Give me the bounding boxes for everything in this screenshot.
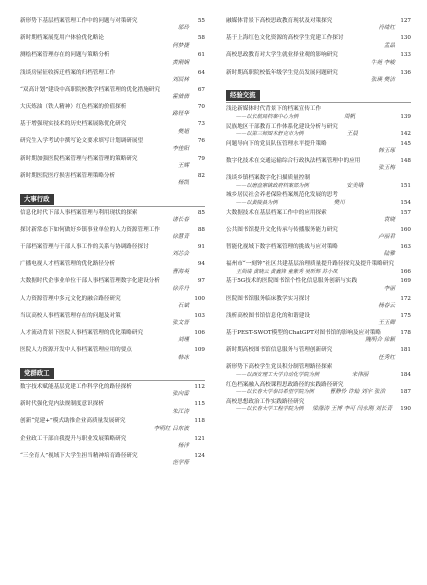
toc-entry-line (20, 52, 205, 59)
toc-entry[interactable] (20, 104, 205, 119)
article-author: 樊川 (333, 199, 345, 206)
article-title: 数字技术赋能基层党建工作科学化的路径探析 (20, 384, 132, 391)
toc-entry[interactable] (20, 173, 205, 188)
article-title: 研究生入学考试中撰写论文要求填写计划调研展望 (20, 138, 144, 145)
toc-entry-line (226, 70, 411, 77)
page-number: 64 (197, 69, 205, 76)
page-number: 100 (194, 295, 205, 302)
toc-entry-line (20, 436, 205, 443)
toc-entry-subline (226, 406, 411, 413)
page-number: 112 (194, 384, 205, 391)
toc-entry-line (20, 347, 205, 354)
toc-entry[interactable] (20, 138, 205, 153)
article-title: 新时期医院医疗损害档案管理策略分析 (20, 172, 116, 179)
page-number: 136 (400, 69, 411, 76)
toc-entry[interactable] (20, 330, 205, 345)
article-author: 范学帮 (172, 460, 189, 467)
article-author: 周帆 (344, 113, 356, 120)
article-title: 公共图书馆提升文化传承与传播服务能力研究 (226, 226, 338, 233)
page-number: 55 (197, 18, 205, 24)
article-author: 王玉卿 (378, 320, 395, 327)
toc-entry-line (20, 35, 205, 42)
toc-entry[interactable] (20, 87, 205, 102)
toc-entry-line (20, 296, 205, 303)
article-author: 石斌 (177, 303, 189, 310)
toc-entry[interactable] (20, 347, 205, 362)
page-number: 61 (197, 52, 205, 59)
article-title: 新时期高职院校低年级学生党员发展问题研究 (226, 69, 338, 76)
toc-entry[interactable] (226, 296, 411, 311)
toc-entry[interactable] (226, 52, 411, 67)
article-author: 卢丽君 (378, 234, 395, 241)
article-title: 大数据技术在基层档案工作中的应用探索 (226, 209, 327, 216)
article-subtitle: ——以长春大学工程学院为例 (236, 406, 304, 413)
toc-entry-line (20, 418, 205, 425)
article-author: 梁涤涛 王博 李可 闫永刚 刘长青 (312, 406, 393, 413)
article-author: 霍倩倩 (172, 94, 189, 101)
article-author: 张文晋 (172, 320, 189, 327)
left-column (20, 18, 205, 470)
toc-entry-line (226, 278, 411, 285)
article-author: 张向雷 (172, 391, 189, 398)
article-title: 高校思政教育对大学生就业择业观的影响研究 (226, 52, 338, 59)
article-subtitle: ——以长航局档案中心为例 (236, 113, 299, 120)
toc-entry-line (20, 156, 205, 163)
page-number: 76 (197, 138, 205, 145)
article-title: 干部档案管理与干部人事工作的关系与协调路径探讨 (20, 244, 149, 251)
toc-entry[interactable] (226, 399, 411, 414)
article-author: 诸长春 (172, 217, 189, 224)
article-title: 人才流动背景下医院人事档案管理的优化策略研究 (20, 330, 144, 337)
toc-entry[interactable] (20, 121, 205, 136)
page-number: 124 (194, 452, 205, 459)
section-header (20, 368, 205, 379)
page-number: 130 (400, 35, 411, 42)
section-rule (20, 380, 205, 381)
article-author: 黄俐娴 (172, 59, 189, 66)
page-number: 172 (400, 295, 411, 302)
toc-entry-subline (226, 114, 411, 121)
toc-entry-line (226, 261, 411, 268)
toc-entry-line (226, 210, 411, 217)
article-author: 刘辰林 (172, 77, 189, 84)
article-subtitle: ——以西安理工大学自动化学院为例 (236, 371, 320, 378)
toc-entry[interactable] (226, 261, 411, 276)
toc-entry[interactable] (226, 70, 411, 85)
article-author: 杨春云 (378, 303, 395, 310)
toc-entry[interactable] (226, 210, 411, 225)
toc-entry[interactable] (20, 52, 205, 67)
toc-entry-line (226, 52, 411, 59)
toc-entry[interactable] (226, 192, 411, 207)
section-header (20, 194, 205, 205)
toc-entry[interactable] (20, 35, 205, 50)
article-title: 福州市“一刻钟”社区共建基层治理质量提升路径探究及提升策略研究 (226, 261, 394, 268)
article-author: 曹静怜 许灿 刘宇 张浩 (329, 389, 386, 396)
article-author: 来伟丽 (351, 371, 369, 378)
toc-entry[interactable] (226, 347, 411, 362)
toc-entry-line (20, 401, 205, 408)
article-title: 创新“党建+”模式助推企业高质量发展研究 (20, 418, 126, 425)
article-author: 邬玲 (177, 25, 189, 32)
page-number: 169 (400, 278, 411, 285)
page-number: 127 (400, 18, 411, 24)
article-author: 张瑛 樊洁 (370, 77, 395, 84)
toc-entry[interactable] (226, 106, 411, 121)
article-title: 医院图书馆服务临床教学实习探讨 (226, 295, 310, 302)
article-title: 新形势下高校学生党员积分制管理路径探索 (226, 364, 333, 371)
article-title: 基于PEST-SWOT模型的ChatGPT对图书馆的影响及应对策略 (226, 330, 381, 337)
page-number: 166 (400, 268, 411, 275)
article-author: 李明红 吕东波 (153, 425, 189, 432)
toc-entry-line (226, 192, 411, 199)
page-number: 133 (400, 52, 411, 59)
toc-entry[interactable] (226, 158, 411, 173)
right-column (226, 18, 411, 416)
article-title: 新时代强化党内法规制度意识探析 (20, 401, 104, 408)
article-title: 基于5G技术的医院图书馆个性化信息服务创新与实践 (226, 278, 358, 285)
article-author: 安美娥 (346, 182, 364, 189)
article-title: 人力资源管理中多元文化的融合路径研究 (20, 295, 121, 302)
article-title: 浅谈房屋征收拆迁档案的归档管理工作 (20, 69, 116, 76)
toc-entry[interactable] (20, 313, 205, 328)
toc-entry[interactable] (226, 35, 411, 50)
article-subtitle: ——以磨盘寨镇政府档案部为例 (236, 182, 309, 189)
toc-entry-line (20, 121, 205, 128)
toc-entry-line (226, 175, 411, 182)
page-number: 79 (197, 155, 205, 162)
toc-entry-subline (226, 372, 411, 379)
toc-entry[interactable] (20, 227, 205, 242)
article-title: 广播电视人才档案管理的优化路径分析 (20, 261, 116, 268)
article-title: 企业政工干部自我提升与职业发展策略研究 (20, 435, 127, 442)
article-title: 数字化技术在交通运输综合行政执法档案管理中的应用 (226, 158, 361, 165)
toc-entry[interactable] (226, 364, 411, 379)
article-author: 陆雅 (383, 251, 395, 258)
page-number: 94 (197, 261, 205, 268)
page-number: 85 (197, 209, 205, 216)
page-number: 106 (194, 330, 205, 337)
page-number: 187 (400, 389, 411, 396)
page-number: 115 (194, 401, 205, 408)
article-title: 基于增强现实技术的历史档案展陈优化研究 (20, 121, 127, 128)
toc-entry-line (226, 347, 411, 354)
page-number: 139 (400, 113, 411, 120)
article-title: 城乡居民社会养老保险档案规范化发展的思考 (226, 192, 338, 199)
toc-entry-line (20, 70, 205, 77)
section-label: 党群政工 (20, 368, 54, 379)
toc-entry[interactable] (20, 418, 205, 433)
article-author: 李丽 (383, 285, 395, 292)
article-author: 杨凯 (177, 180, 189, 187)
toc-entry[interactable] (20, 384, 205, 399)
toc-entry-line (20, 261, 205, 268)
page-number: 148 (400, 158, 411, 165)
article-title: 融媒体背景下高校思政教育现状及对策探究 (226, 18, 333, 24)
article-title: 新时期加强医院档案管理与档案管理的策略研究 (20, 155, 138, 162)
toc-entry[interactable] (20, 296, 205, 311)
toc-entry[interactable] (226, 175, 411, 190)
page-number: 121 (194, 435, 205, 442)
toc-entry-line (226, 106, 411, 113)
toc-entry-line (226, 124, 411, 131)
article-title: 大数据时代企事业单位干部人事档案管理数字化建设分析 (20, 278, 160, 285)
page-number: 109 (194, 347, 205, 354)
page-number: 178 (400, 330, 411, 337)
article-title: 高校思想政治工作实践路径研究 (226, 398, 305, 405)
article-author: 刘芯会 (172, 251, 189, 258)
section-rule (20, 206, 205, 207)
toc-entry[interactable] (20, 18, 205, 33)
toc-entry-line (20, 210, 205, 217)
page-number: 145 (400, 140, 411, 147)
article-author: 张玉梅 (378, 165, 395, 172)
article-author: 韩玉琢 (378, 148, 395, 155)
page-number: 103 (194, 312, 205, 319)
page-number: 73 (197, 121, 205, 128)
toc-entry-line (226, 35, 411, 42)
article-author: 徐乔丹 (172, 285, 189, 292)
page-number: 157 (400, 209, 411, 216)
article-title: “三全育人”视域下大学生担当精神培育路径研究 (20, 452, 138, 459)
page-number: 88 (197, 226, 205, 233)
article-subtitle: ——以第三师图木舒克市为例 (236, 131, 304, 138)
toc-entry[interactable] (226, 382, 411, 397)
article-author: 王晨 (346, 131, 358, 138)
page-number: 190 (400, 406, 411, 413)
toc-entry[interactable] (226, 313, 411, 328)
article-title: 测绘档案管理存在的问题与策略分析 (20, 52, 110, 59)
page-number: 175 (400, 312, 411, 319)
article-author: 王辉 (177, 163, 189, 170)
toc-entry[interactable] (20, 210, 205, 225)
page-number: 163 (400, 244, 411, 251)
toc-entry-line (20, 278, 205, 285)
article-title: “双高计划”建设中高职院校教学档案管理的优化措施研究 (20, 86, 160, 93)
article-title: 探讨新常态下如何做好乡镇事业单位的人力资源管理工作 (20, 226, 160, 233)
article-title: 新形势下基层档案管理工作中的问题与对策研究 (20, 18, 138, 24)
article-author: 樊旭 (177, 128, 189, 135)
article-author: 杨洋 (177, 443, 189, 450)
page-number: 67 (197, 86, 205, 93)
page-number: 97 (197, 278, 205, 285)
toc-entry[interactable] (20, 278, 205, 293)
page-number: 91 (197, 244, 205, 251)
toc-entry-line (20, 138, 205, 145)
page-number: 70 (197, 104, 205, 111)
toc-entry[interactable] (20, 261, 205, 276)
article-author: 李佳阳 (172, 145, 189, 152)
article-title: 当议高校人事档案管理存在的问题及对策 (20, 312, 121, 319)
section-label: 经验交流 (226, 90, 260, 101)
toc-entry-subline (226, 389, 411, 396)
page-number: 142 (400, 131, 411, 138)
page-number: 151 (400, 182, 411, 189)
toc-entry[interactable] (20, 70, 205, 85)
article-title: 医院人力资源开发中人事档案管理应用的要点 (20, 347, 132, 354)
toc-entry[interactable] (20, 401, 205, 416)
article-title: 新时期档案展览用户体验优化略论 (20, 35, 104, 42)
article-title: 浅谈乡镇档案数字化扫描质量控制 (226, 175, 310, 182)
article-author: 何梦捷 (172, 42, 189, 49)
page-number: 118 (194, 418, 205, 425)
article-title: 智能化视域下数字档案管理的挑战与应对策略 (226, 244, 338, 251)
section-header (226, 90, 411, 101)
toc-entry[interactable] (20, 453, 205, 468)
toc-entry[interactable] (20, 156, 205, 171)
article-author: 朱江涛 (172, 408, 189, 415)
toc-entry-subline (226, 200, 411, 207)
toc-entry[interactable] (226, 141, 411, 156)
page-number: 58 (197, 35, 205, 42)
article-title: 红色档案融入高校课程思政路径的实践路径研究 (226, 381, 344, 388)
page-number: 181 (400, 347, 411, 354)
section-rule (226, 102, 411, 103)
article-title: 浅论新媒体时代背景下的档案宣传工作 (226, 106, 322, 113)
section-label: 大事行政 (20, 194, 54, 205)
page-number: 160 (400, 226, 411, 233)
article-title: 基于上海红色文化资源的高校学生党建工作探讨 (226, 35, 344, 42)
toc-entry-line (226, 382, 411, 389)
article-title: 大庆炼油（铁人精神）红色档案的价值探析 (20, 104, 127, 111)
article-author: 袁晓 (383, 217, 395, 224)
article-author: 刘瑾 (177, 337, 189, 344)
article-author: 路钰华 (172, 111, 189, 118)
article-author: 曹海英 (172, 268, 189, 275)
toc-entry-line (226, 364, 411, 371)
article-title: 浅析高校图书馆信息化的和谐建设 (226, 312, 310, 319)
article-subtitle: ——以长春大学泰昌希望学院为例 (236, 389, 314, 396)
toc-entry-subline (226, 183, 411, 190)
page-number: 82 (197, 172, 205, 179)
article-author: 牛苑 李峻 (370, 59, 395, 66)
toc-entry[interactable] (226, 278, 411, 293)
article-author: 韩冰 (177, 354, 189, 361)
article-subtitle: 王尚靖 黄晓云 黄鑫锋 童紫秀 吴昕辉 苏小凤 (236, 268, 338, 275)
toc-entry[interactable] (20, 436, 205, 451)
toc-entry[interactable] (226, 227, 411, 242)
toc-entry-subline (226, 269, 411, 276)
article-subtitle: ——以黄陵县为例 (236, 199, 278, 206)
toc-entry[interactable] (20, 244, 205, 259)
article-author: 徐慧青 (172, 234, 189, 241)
article-title: 问题导向下的党员队伍管理水平提升策略 (226, 140, 327, 147)
toc-entry[interactable] (226, 124, 411, 139)
toc-entry[interactable] (226, 244, 411, 259)
toc-entry[interactable] (226, 18, 411, 33)
article-author: 肖绮红 (378, 25, 395, 32)
toc-entry[interactable] (226, 330, 411, 345)
article-author: 任秀红 (378, 354, 395, 361)
page-number: 184 (400, 371, 411, 378)
article-author: 隗明合 徐颖 (365, 337, 395, 344)
article-author: 孟晶 (383, 42, 395, 49)
page-number: 154 (400, 199, 411, 206)
article-title: 新时期高校图书馆信息服务与管理创新研究 (226, 347, 333, 354)
article-title: 信息化时代下部人事档案管理与利用现状的探索 (20, 209, 138, 216)
toc-entry-subline (226, 131, 411, 138)
article-title: 民族地区干部教育工作体系化建设分析与研究 (226, 123, 338, 130)
toc-entry-line (226, 296, 411, 303)
